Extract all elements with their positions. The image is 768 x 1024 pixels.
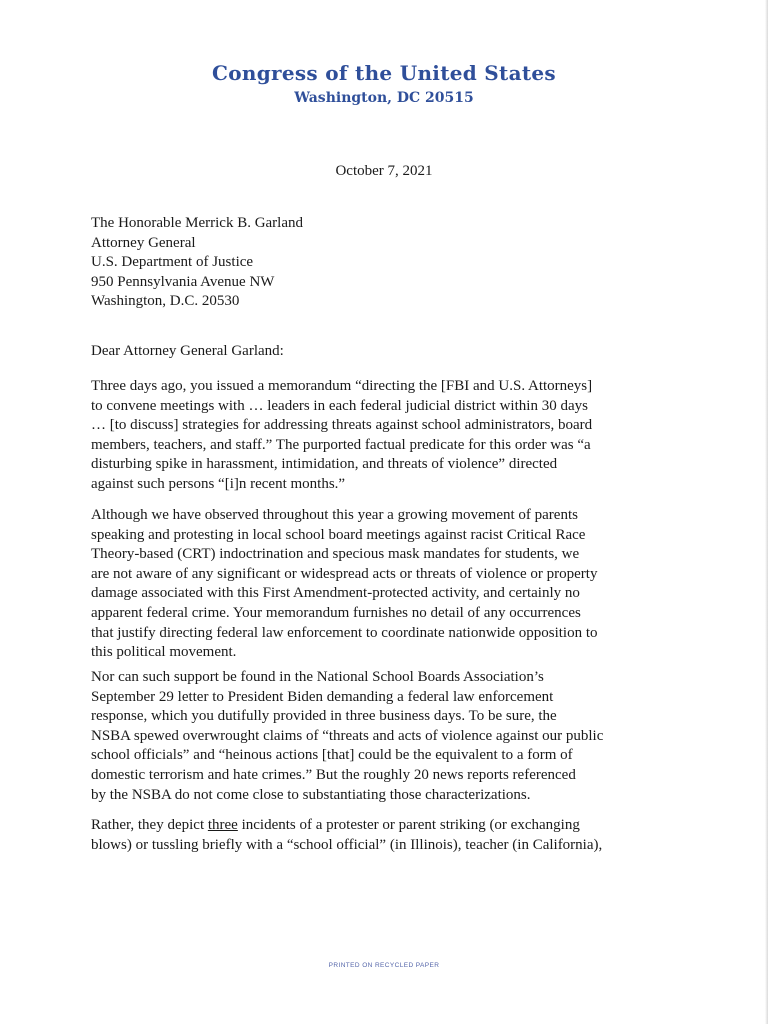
paragraph-line: against such persons “[i]n recent months.” — [91, 475, 346, 492]
paragraph-line: to convene meetings with … leaders in each federal judicial district within 30 days — [91, 397, 588, 414]
paragraph-line: NSBA spewed overwrought claims of “threats and acts of violence against our public — [91, 727, 604, 744]
paragraph-text: Rather, they depict — [91, 817, 208, 833]
paragraph-1 — [91, 377, 691, 495]
paragraph-line: response, which you dutifully provided in three business days. To be sure, the — [91, 708, 557, 725]
paragraph-4 — [91, 816, 691, 855]
paragraph-line: by the NSBA do not come close to substantiating those characterizations. — [91, 786, 531, 803]
letterhead-title: Congress of the United States — [212, 61, 556, 85]
paragraph-3 — [91, 668, 691, 805]
paragraph-line: school officials” and “heinous actions [that] could be the equivalent to a form of — [91, 747, 573, 764]
paragraph-line — [91, 816, 691, 836]
paragraph-2 — [91, 506, 691, 663]
paragraph-line: domestic terrorism and hate crimes.” But the roughly 20 news reports referenced — [91, 766, 576, 783]
underlined-word: three — [207, 817, 238, 833]
paragraph-line: Three days ago, you issued a memorandum “directing the [FBI and U.S. Attorneys] — [91, 378, 593, 394]
recipient-street: 950 Pennsylvania Avenue NW — [91, 273, 275, 290]
salutation: Dear Attorney General Garland: — [91, 343, 284, 359]
letterhead — [0, 60, 768, 108]
paragraph-line: members, teachers, and staff.” The purported factual predicate for this order was “a — [91, 436, 591, 453]
paragraph-line: speaking and protesting in local school board meetings against racist Critical Race — [91, 526, 586, 543]
paragraph-line: September 29 letter to President Biden demanding a federal law enforcement — [91, 688, 554, 705]
paragraph-line: that justify directing federal law enforcement to coordinate nationwide opposition to — [91, 624, 598, 641]
paragraph-text: incidents of a protester or parent striking (or exchanging — [237, 817, 580, 833]
paragraph-line: damage associated with this First Amendment-protected activity, and certainly no — [91, 585, 580, 602]
paragraph-line: apparent federal crime. Your memorandum furnishes no detail of any occurrences — [91, 604, 581, 621]
paragraph-line: Nor can such support be found in the National School Boards Association’s — [91, 669, 544, 685]
letter-date: October 7, 2021 — [335, 163, 433, 179]
paragraph-line: Although we have observed throughout this year a growing movement of parents — [91, 507, 578, 523]
paragraph-line: this political movement. — [91, 644, 237, 661]
paragraph-line: … [to discuss] strategies for addressing threats against school administrators, board — [91, 417, 593, 434]
recipient-city: Washington, D.C. 20530 — [91, 293, 240, 310]
paragraph-line: disturbing spike in harassment, intimidation, and threats of violence” directed — [91, 456, 558, 473]
recycled-paper-footer: PRINTED ON RECYCLED PAPER — [328, 962, 440, 969]
recipient-address — [91, 214, 691, 312]
recipient-department: U.S. Department of Justice — [91, 254, 254, 271]
paragraph-line: are not aware of any significant or widespread acts or threats of violence or property — [91, 565, 598, 582]
paragraph-line: blows) or tussling briefly with a “school official” (in Illinois), teacher (in California), — [91, 836, 603, 853]
recipient-title: Attorney General — [91, 234, 196, 251]
recipient-name: The Honorable Merrick B. Garland — [91, 215, 304, 231]
paragraph-line: Theory-based (CRT) indoctrination and specious mask mandates for students, we — [91, 546, 580, 563]
letterhead-subtitle: Washington, DC 20515 — [294, 90, 474, 106]
